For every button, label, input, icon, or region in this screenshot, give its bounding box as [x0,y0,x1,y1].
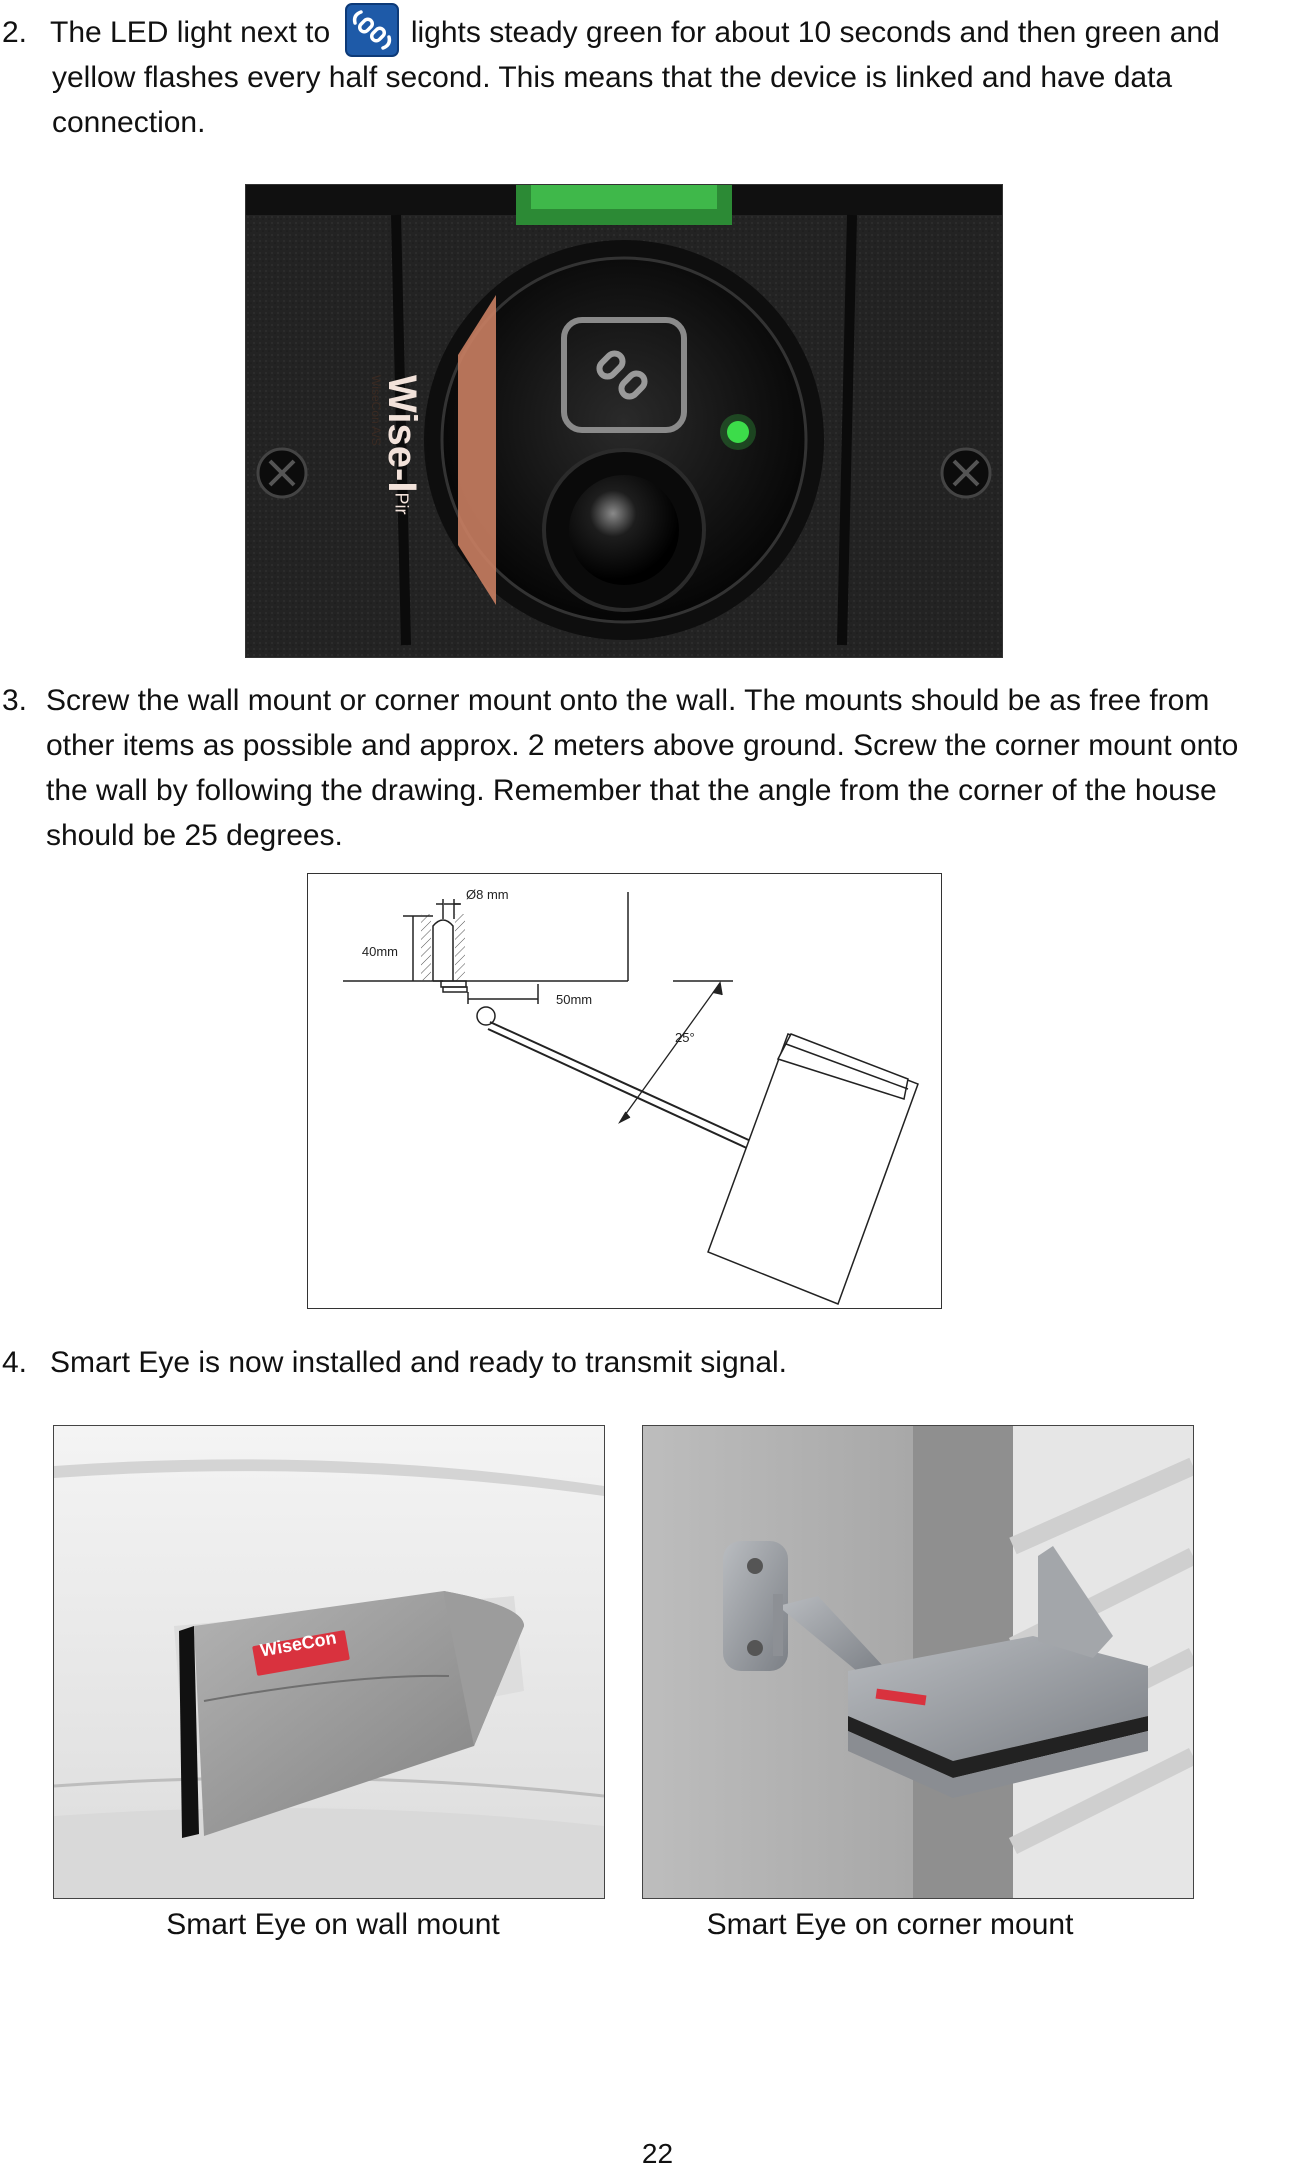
step-2-number: 2. [2,16,28,49]
device-label-maker: WiseCon A/S [369,375,383,446]
step-2-text-part1: The LED light next to [50,16,331,49]
step-3-line-3: the wall by following the drawing. Remember that the angle from the corner of the house [46,774,1217,807]
wisecon-link-icon [345,3,399,57]
dim-offset-label: 50mm [556,992,593,1007]
step-2-text-part2: lights steady green for about 10 seconds and then green and [410,16,1220,49]
page-number: 22 [641,2138,674,2169]
dim-height-label: 40mm [361,944,398,959]
step-3-line-1: Screw the wall mount or corner mount onto the wall. The mounts should be as free from [46,684,1210,717]
step-4-number: 4. [2,1346,28,1379]
device-label-main: Wise-I [380,375,424,493]
device-led-photo [245,184,1003,658]
wisecon-brand-label: WiseCon [258,1627,338,1661]
step-3-line-2: other items as possible and approx. 2 meters above ground. Screw the corner mount onto [46,729,1239,762]
wall-mount-photo [53,1425,605,1899]
step-3-line-4: should be 25 degrees. [46,819,343,852]
step-2-line-3: connection. [52,106,206,139]
corner-mount-caption: Smart Eye on corner mount [706,1908,1074,1941]
device-label-sub: Pir [391,492,412,515]
wall-mount-caption: Smart Eye on wall mount [166,1908,500,1941]
step-3-number: 3. [2,684,28,717]
step-3 [0,678,1315,858]
corner-mount-drawing [307,873,942,1309]
corner-mount-photo [642,1425,1194,1899]
step-4 [0,1340,1315,1385]
step-2 [0,10,1315,150]
dim-angle-label: 25° [675,1030,695,1045]
dim-diameter-label: Ø8 mm [466,887,509,902]
step-2-line-2: yellow flashes every half second. This means that the device is linked and have data [52,61,1173,94]
step-4-text: Smart Eye is now installed and ready to transmit signal. [50,1346,788,1379]
device-label [369,375,424,525]
